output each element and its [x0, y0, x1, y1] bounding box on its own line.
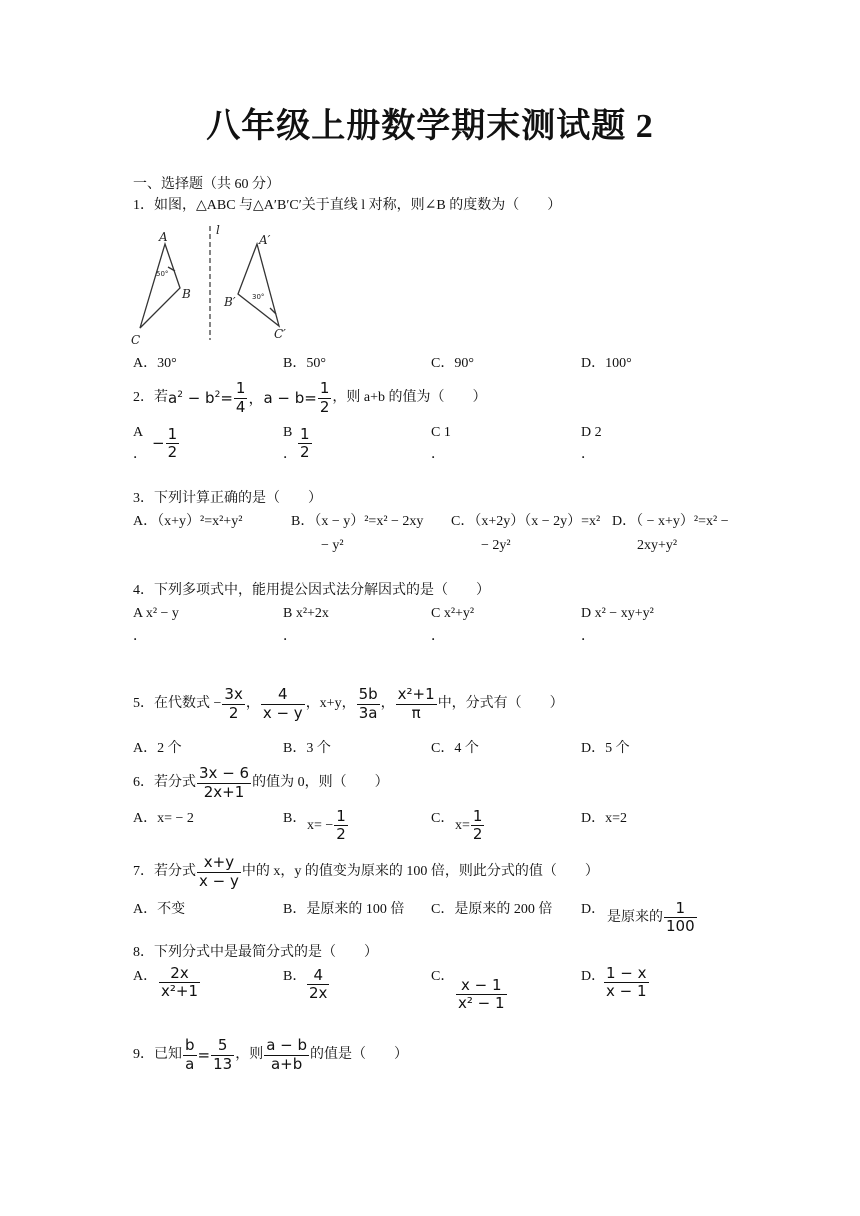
q5-option-a: A．2 个 — [133, 741, 182, 756]
triangle-a-prime-b-prime-c-prime — [238, 244, 279, 326]
q1-option-c: C．90° — [431, 356, 474, 371]
section-heading: 一、选择题（共 60 分） — [133, 177, 280, 192]
q8-option-d-value: $\frac{1 - x}{x - 1}$ — [606, 964, 647, 1001]
q8-option-a-value: $\frac{2x}{\text{x²+1}}$ — [161, 964, 199, 1001]
label-a-prime: A′ — [259, 233, 271, 247]
q4-option-b: B x²+2x — [283, 606, 329, 621]
q6-option-a: A．x= − 2 — [133, 811, 194, 826]
q6-option-c-value: x= $\frac{1}{2}$ — [455, 807, 483, 844]
q4-option-b-dot: ． — [283, 629, 297, 644]
q2-option-a-dot: ． — [133, 447, 147, 462]
q4-option-d: D x² − xy+y² — [581, 606, 654, 621]
q8-option-b-value: $\frac{4}{2x}$ — [309, 966, 328, 1003]
question-2-stem: 2．若 $a^2 - b^2=$ $\frac{1}{4}$ ，a − b= $\frac{1}{2}$ ，则 a+b 的值为（ ） — [133, 379, 487, 416]
q2-option-c-dot: ． — [431, 447, 445, 462]
q7-option-d-value: 是原来的 $\frac{1}{100}$ — [607, 899, 695, 936]
label-c: C — [131, 333, 141, 347]
q2-option-a-label: A — [133, 425, 144, 440]
q7-option-d-label: D． — [581, 902, 606, 917]
question-8-stem: 8．下列分式中是最简分式的是（ ） — [133, 945, 378, 960]
q2-option-b-value: $\frac{1}{2}$ — [300, 425, 310, 462]
q3-option-c: C．（x+2y）（x − 2y）=x² — [451, 514, 601, 529]
q6-option-b-value: x= − $\frac{1}{2}$ — [307, 807, 346, 844]
q5-option-d: D．5 个 — [581, 741, 630, 756]
q1-option-a: A．30° — [133, 356, 177, 371]
label-c-prime: C′ — [274, 327, 286, 341]
q6-option-c-label: C． — [431, 811, 455, 826]
q1-option-d: D．100° — [581, 356, 632, 371]
q7-option-a: A．不变 — [133, 902, 186, 917]
q8-option-c-label: C． — [431, 969, 455, 984]
q4-option-a-dot: ． — [133, 629, 147, 644]
angle-30-label: 30° — [252, 293, 265, 301]
page-title: 八年级上册数学期末测试题 2 — [206, 108, 654, 145]
q8-option-b-label: B． — [283, 969, 307, 984]
q1-option-b: B．50° — [283, 356, 326, 371]
label-line-l: l — [216, 223, 220, 237]
q8-option-d-label: D． — [581, 969, 606, 984]
q2-option-a-value: − $\frac{1}{2}$ — [152, 425, 178, 462]
q3-option-c-cont: − 2y² — [481, 538, 511, 553]
q6-option-d: D．x=2 — [581, 811, 628, 826]
q4-option-c: C x²+y² — [431, 606, 475, 621]
q6-option-b-label: B． — [283, 811, 307, 826]
q2-option-d: D 2 — [581, 425, 602, 440]
angle-50-label: 50° — [156, 270, 169, 278]
label-b: B — [182, 287, 191, 301]
q2-option-b-dot: ． — [283, 447, 297, 462]
q3-option-d: D．（ − x+y）²=x² − — [612, 514, 729, 529]
q8-option-a-label: A． — [133, 969, 158, 984]
label-b-prime: B′ — [224, 295, 236, 309]
q5-option-c: C．4 个 — [431, 741, 479, 756]
q3-option-a: A．（x+y）²=x²+y² — [133, 514, 243, 529]
question-4-stem: 4．下列多项式中，能用提公因式法分解因式的是（ ） — [133, 583, 490, 598]
q7-option-c: C．是原来的 200 倍 — [431, 902, 553, 917]
question-6-stem: 6．若分式 $\frac{3x - 6}{2x+1}$ 的值为 0，则（ ） — [133, 764, 389, 801]
q3-option-d-cont: 2xy+y² — [637, 538, 678, 553]
question-1-stem: 1．如图，△ABC 与△A′B′C′关于直线 l 对称，则∠B 的度数为（ ） — [133, 198, 562, 213]
q2-option-d-dot: ． — [581, 447, 595, 462]
q2-option-c: C 1 — [431, 425, 451, 440]
q5-option-b: B．3 个 — [283, 741, 331, 756]
q2-option-b-label: B — [283, 425, 293, 440]
q4-option-a: A x² − y — [133, 606, 179, 621]
q4-option-c-dot: ． — [431, 629, 445, 644]
q3-option-b: B．（x − y）²=x² − 2xy — [291, 514, 424, 529]
symmetry-figure — [128, 222, 298, 350]
question-7-stem: 7．若分式 $\frac{x+y}{x - y}$ 中的 x，y 的值变为原来的 100 倍，则此分式的值（ ） — [133, 853, 599, 890]
label-a: A — [159, 230, 168, 244]
q8-option-c-value: $\frac{x - 1}{\text{x² − 1}}$ — [458, 976, 505, 1013]
q3-option-b-cont: − y² — [321, 538, 344, 553]
triangle-abc — [140, 244, 180, 328]
q7-option-b: B．是原来的 100 倍 — [283, 902, 405, 917]
question-5-stem: 5．在代数式 − $\frac{3x}{2}$ ， $\frac{4}{x - y}$ ，x+y， $\frac{5b}{3a}$ ， $\frac{\text{x²+1}}{\pi}$ 中，分式有（ ） — [133, 685, 564, 722]
q4-option-d-dot: ． — [581, 629, 595, 644]
question-3-stem: 3．下列计算正确的是（ ） — [133, 491, 322, 506]
question-9-stem: 9．已知 $\frac{b}{a}$ = $\frac{5}{13}$ ，则 $\frac{a - b}{a+b}$ 的值是（ ） — [133, 1036, 409, 1073]
